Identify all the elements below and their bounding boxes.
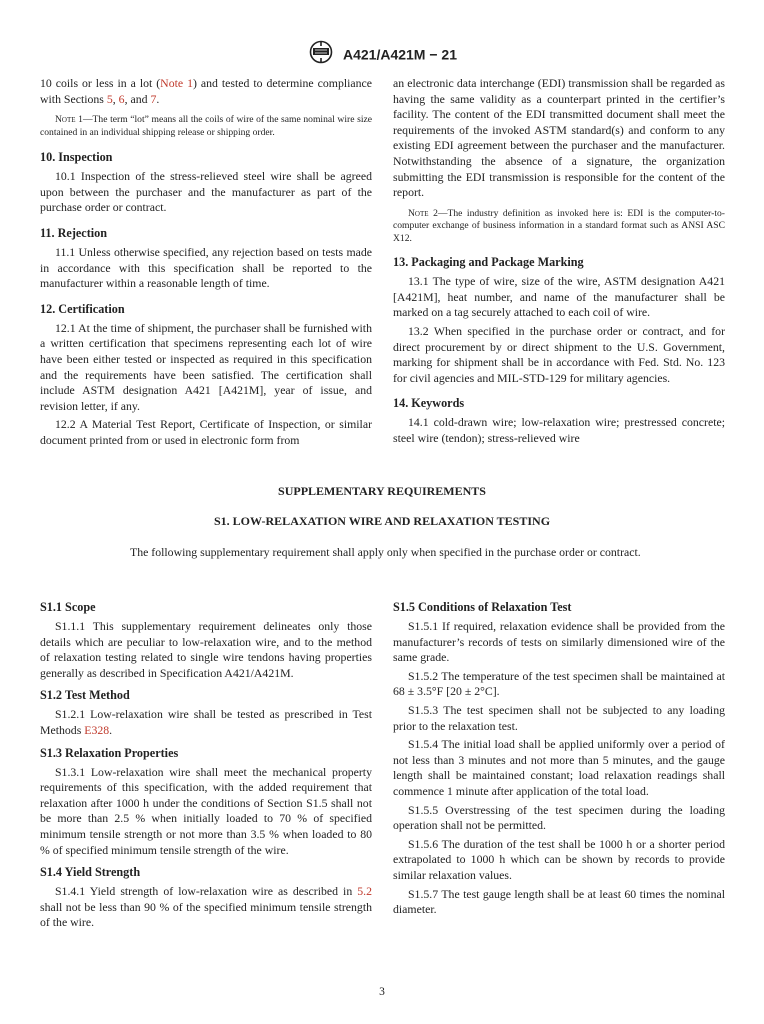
section-11-heading: 11. Rejection bbox=[40, 225, 108, 240]
right-column-bottom bbox=[393, 599, 725, 918]
designation: A421/A421M − 21 bbox=[342, 46, 458, 63]
section-5-2-link[interactable]: 5.2 bbox=[357, 884, 372, 899]
paragraph-s1-1-1: S1.1.1 This supplementary requirement delineates only those details which are peculiar to low-relaxation wire, and to the method of relaxation testing related to single wire tendons having properties generally as described in Specification A421/A421M. bbox=[40, 619, 372, 680]
supplementary-subtitle: S1. LOW-RELAXATION WIRE AND RELAXATION TESTING bbox=[213, 514, 551, 528]
paragraph-s1-3-1: S1.3.1 Low-relaxation wire shall meet the mechanical property requirements of this specification, with the added requirement that relaxation after 1000 h under the conditions of Section S1.5 shall not be more than 2.5 % when initially loaded to 70 % of specified minimum tensile strength or not more than 3.5 % when loaded to 80 % of specified minimum tensile strength of the wire. bbox=[40, 764, 372, 857]
note1-link[interactable]: Note 1 bbox=[160, 76, 193, 90]
supplementary-intro: The following supplementary requirement shall apply only when specified in the purchase order or contract. bbox=[130, 545, 641, 559]
paragraph-s1-5-5: S1.5.5 Overstressing of the test specimen during the loading operation shall not be permitted. bbox=[393, 802, 725, 833]
continuation-text: 10 coils or less in a lot (Note 1) and tested to determine compliance with Sections 5, 6, and 7. bbox=[40, 76, 373, 106]
s1-1-heading: S1.1 Scope bbox=[40, 600, 96, 614]
s1-2-heading: S1.2 Test Method bbox=[40, 688, 130, 703]
e328-link[interactable]: E328 bbox=[84, 722, 110, 737]
page-number: 3 bbox=[379, 986, 385, 998]
paragraph-12-1: 12.1 At the time of shipment, the purchaser shall be furnished with a written certification that specimens representing each lot of wire have been either tested or inspected as required in this specification and the requirements have been satisfied. The certification shall include ASTM designation A421 [A421M], year of issue, and revision letter, if any. bbox=[40, 320, 372, 413]
section-12-heading: 12. Certification bbox=[40, 301, 125, 316]
section6-link[interactable]: 6 bbox=[118, 91, 125, 106]
section-10-heading: 10. Inspection bbox=[40, 150, 113, 165]
paragraph-s1-5-4: S1.5.4 The initial load shall be applied uniformly over a period of not less than 3 minutes and not more than 5 minutes, and the gauge length shall be maintained constant; load relaxation readings shall commence 1 minute after application of the total load. bbox=[393, 737, 725, 798]
left-column-top bbox=[40, 76, 372, 449]
paragraph-s1-2-1: S1.2.1 Low-relaxation wire shall be tested as prescribed in Test Methods E328. bbox=[40, 707, 372, 737]
paragraph-s1-5-2: S1.5.2 The temperature of the test specimen shall be maintained at 68 ± 3.5°F [20 ± 2°C]. bbox=[393, 668, 725, 699]
section7-link[interactable]: 7 bbox=[150, 91, 157, 106]
left-column-bottom bbox=[40, 599, 372, 931]
note-2: Note 2—The industry definition as invoked here is: EDI is the computer-to-computer exchange of business information in a standard format such as ANSI ASC X12. bbox=[393, 207, 725, 244]
paragraph-13-2: 13.2 When specified in the purchase order or contract, and for direct procurement by or direct shipment to the U.S. Government, marking for shipment shall be in accordance with Fed. Std. No. 123 for civil agencies and MIL-STD-129 for military agencies. bbox=[393, 324, 725, 385]
paragraph-10-1: 10.1 Inspection of the stress-relieved steel wire shall be agreed upon between the purchaser and the manufacturer as part of the purchase order or contract. bbox=[40, 169, 372, 215]
page-header bbox=[0, 40, 764, 69]
paragraph-14-1: 14.1 cold-drawn wire; low-relaxation wire; prestressed concrete; steel wire (tendon); stress-relieved wire bbox=[393, 415, 725, 445]
astm-logo-icon bbox=[307, 40, 335, 69]
s1-4-heading: S1.4 Yield Strength bbox=[40, 865, 141, 880]
section-13-heading: 13. Packaging and Package Marking bbox=[393, 255, 584, 270]
paragraph-11-1: 11.1 Unless otherwise specified, any rejection based on tests made in accordance with this specification shall be reported to the manufacturer within a reasonable length of time. bbox=[40, 244, 372, 291]
paragraph-s1-5-7: S1.5.7 The test gauge length shall be at least 60 times the nominal diameter. bbox=[393, 886, 725, 917]
paragraph-13-1: 13.1 The type of wire, size of the wire, ASTM designation A421 [A421M], heat number, and name of the manufacturer shall be marked on a tag securely attached to each coil of wire. bbox=[393, 274, 725, 320]
paragraph-s1-5-1: S1.5.1 If required, relaxation evidence shall be provided from the manufacturer’s records of tests on similarly dimensioned wire of the same grade. bbox=[393, 619, 725, 665]
right-column-top bbox=[393, 76, 725, 447]
paragraph-s1-5-6: S1.5.6 The duration of the test shall be 1000 h or a shorter period extrapolated to 1000 h which can be shown by records to provide similar relaxation values. bbox=[393, 836, 725, 882]
paragraph-s1-4-1: S1.4.1 Yield strength of low-relaxation wire as described in 5.2 shall not be less than 90 % of the specified minimum tensile strength of the wire. bbox=[40, 884, 372, 930]
continuation-text-right: an electronic data interchange (EDI) transmission shall be regarded as having the same validity as a counterpart printed in the certifier’s facility. The content of the EDI transmitted document shall meet the requirements of the invoked ASTM standard(s) and conform to any existing EDI agreement between the purchaser and the manufacturer. Notwithstanding the absence of a signature, the organization submitting the EDI transmission is responsible for the content of the report. bbox=[393, 76, 725, 200]
paragraph-s1-5-3: S1.5.3 The test specimen shall not be subjected to any loading prior to the relaxation test. bbox=[393, 702, 725, 733]
section-14-heading: 14. Keywords bbox=[393, 396, 465, 411]
note-1: Note 1—The term “lot” means all the coils of wire of the same nominal wire size contained in an individual shipping release or shipping order. bbox=[40, 114, 373, 138]
s1-3-heading: S1.3 Relaxation Properties bbox=[40, 745, 179, 760]
paragraph-12-2: 12.2 A Material Test Report, Certificate of Inspection, or similar document printed from or used in electronic form from bbox=[40, 417, 372, 447]
section5-link[interactable]: 5 bbox=[106, 91, 113, 106]
supplementary-title: SUPPLEMENTARY REQUIREMENTS bbox=[278, 484, 486, 498]
s1-5-heading: S1.5 Conditions of Relaxation Test bbox=[393, 600, 572, 614]
